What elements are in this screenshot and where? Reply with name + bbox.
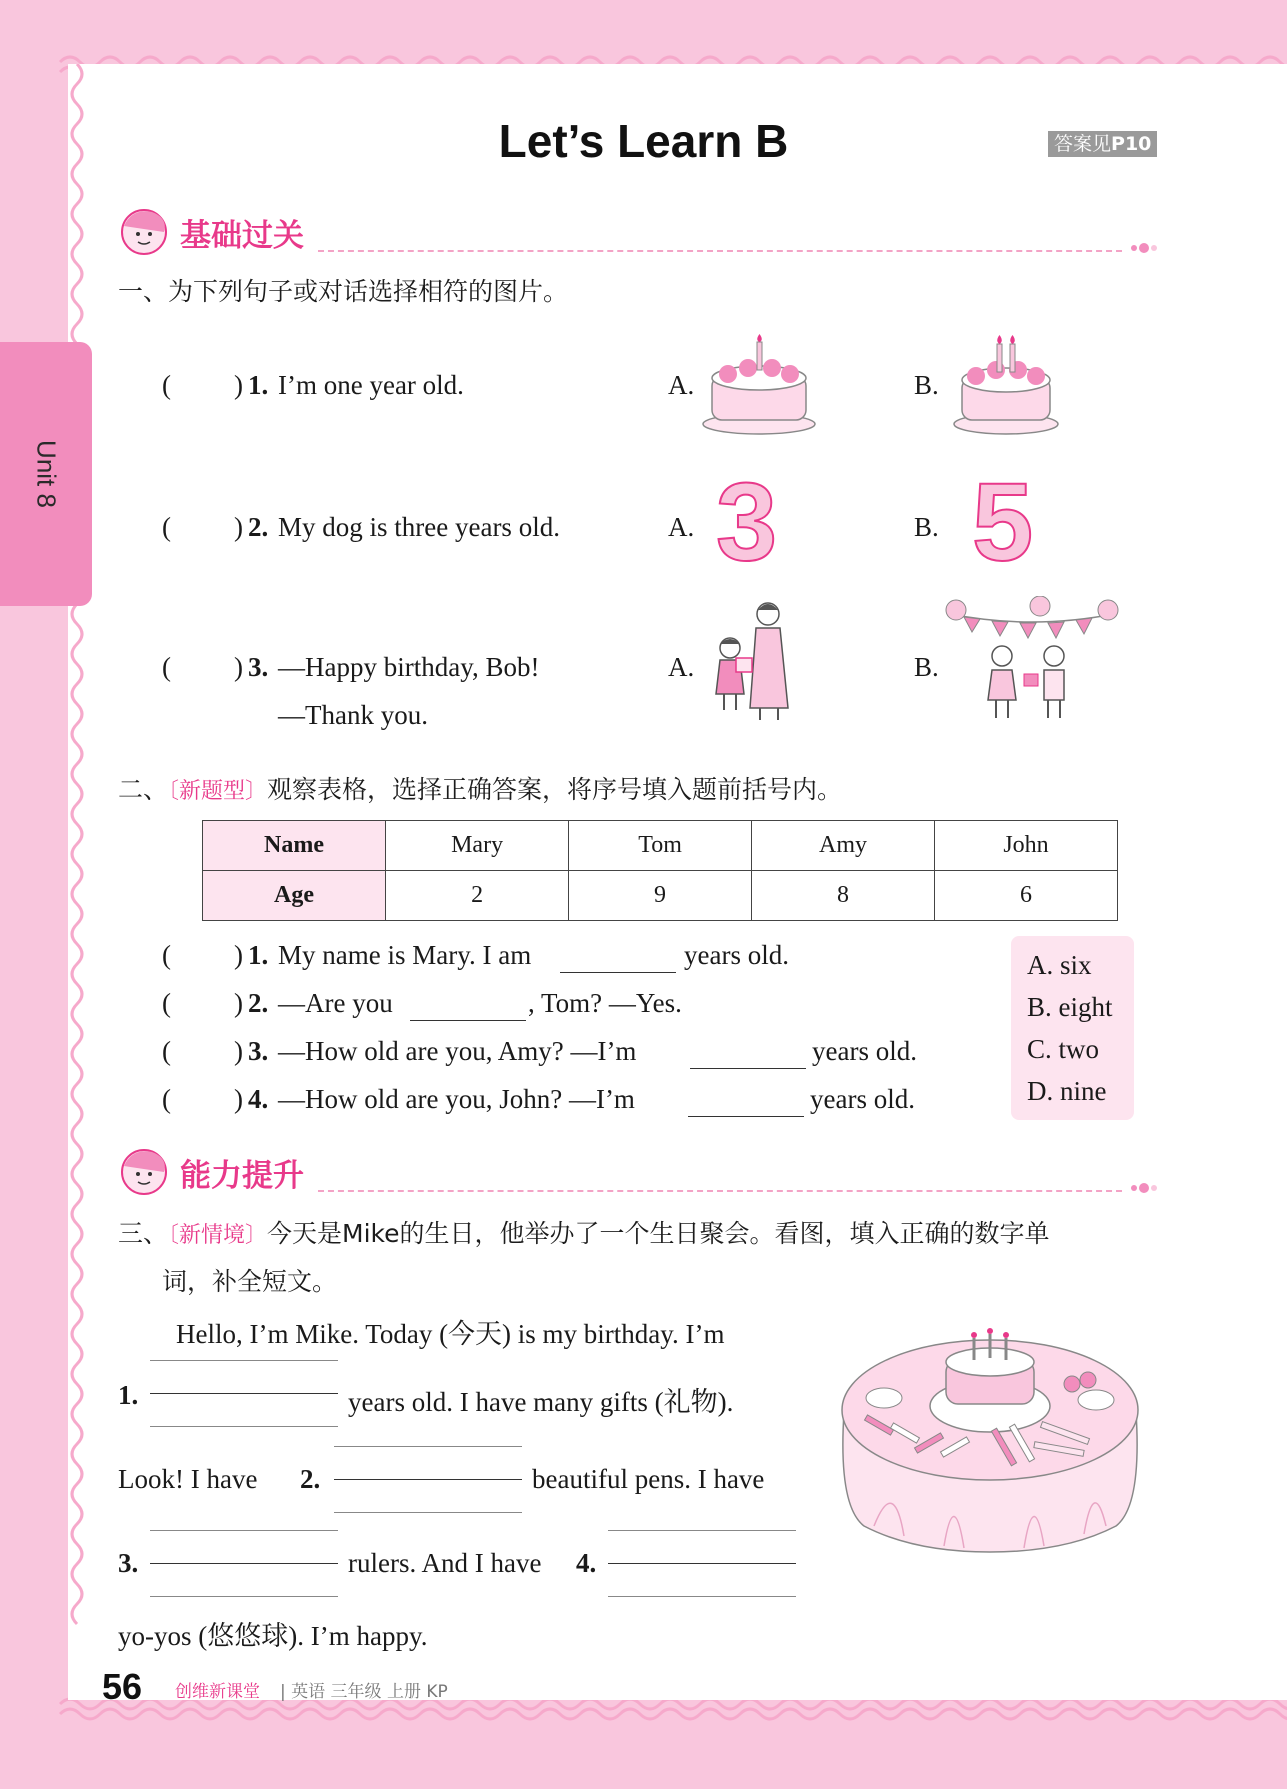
footer-brand: 创维新课堂 bbox=[175, 1682, 260, 1702]
dashed-divider bbox=[318, 250, 1122, 252]
new-question-type-tag: 〔新题型〕 bbox=[168, 779, 268, 804]
question-2-number: 2. bbox=[248, 512, 269, 542]
question-2-text: My dog is three years old. bbox=[278, 512, 560, 542]
question-text-before: —How old are you, John? —I’m bbox=[278, 1084, 635, 1114]
passage-line-3a: Look! I have bbox=[118, 1464, 258, 1494]
question-number: 4. bbox=[248, 1084, 269, 1114]
answer-choices-box bbox=[1011, 936, 1134, 1120]
choice-item: B. eight bbox=[1027, 992, 1113, 1022]
dots-icon bbox=[1128, 1180, 1158, 1196]
answer-paren-close: ) bbox=[234, 652, 243, 682]
section-label: 基础过关 bbox=[180, 218, 304, 254]
blank-number-4: 4. bbox=[576, 1548, 597, 1578]
fill-blank[interactable] bbox=[688, 1092, 804, 1117]
answer-paren-close: ) bbox=[234, 370, 243, 400]
table-cell: John bbox=[935, 821, 1118, 871]
section-label: 能力提升 bbox=[180, 1158, 304, 1194]
birthday-party-table-icon bbox=[834, 1326, 1146, 1556]
writing-lines-4[interactable] bbox=[608, 1528, 796, 1598]
blank-number-1: 1. bbox=[118, 1380, 139, 1410]
table-cell: Amy bbox=[752, 821, 935, 871]
answer-paren-close: ) bbox=[234, 512, 243, 542]
choice-item: A. six bbox=[1027, 950, 1092, 980]
instruction-part1: 一、为下列句子或对话选择相符的图片。 bbox=[118, 277, 569, 306]
answer-paren-open: ( bbox=[162, 370, 171, 400]
question-text-before: —Are you bbox=[278, 988, 393, 1018]
instruction-part3 bbox=[118, 1214, 1050, 1250]
question-text-after: , Tom? —Yes. bbox=[528, 988, 682, 1018]
option-a-label: A. bbox=[668, 652, 695, 682]
instruction-part2 bbox=[118, 770, 842, 806]
writing-lines-1[interactable] bbox=[150, 1358, 338, 1428]
instruction-part3-cont: 词，补全短文。 bbox=[162, 1267, 338, 1296]
table-cell: 9 bbox=[569, 871, 752, 921]
table-cell: 2 bbox=[386, 871, 569, 921]
unit-tab bbox=[0, 342, 92, 606]
section-heading-advanced bbox=[118, 1144, 1158, 1196]
table-cell: Mary bbox=[386, 821, 569, 871]
new-context-tag: 〔新情境〕 bbox=[168, 1223, 268, 1248]
answer-ref-page: P10 bbox=[1111, 133, 1152, 155]
section-heading-basic bbox=[118, 204, 1158, 256]
answer-ref-prefix: 答案见 bbox=[1054, 133, 1112, 155]
question-text-after: years old. bbox=[810, 1084, 915, 1114]
girl-giving-gift-to-mother-icon bbox=[706, 598, 798, 722]
option-a-label: A. bbox=[668, 512, 695, 542]
question-1-number: 1. bbox=[248, 370, 269, 400]
party-children-with-bunting-icon bbox=[944, 596, 1120, 724]
writing-lines-3[interactable] bbox=[150, 1528, 338, 1598]
table-cell: 6 bbox=[935, 871, 1118, 921]
passage-line-5: yo-yos (悠悠球). I’m happy. bbox=[118, 1621, 428, 1651]
instruction-text: 今天是Mike的生日，他举办了一个生日聚会。看图，填入正确的数字单 bbox=[267, 1219, 1050, 1248]
question-text-before: My name is Mary. I am bbox=[278, 940, 532, 970]
fill-blank[interactable] bbox=[560, 948, 676, 973]
option-b-label: B. bbox=[914, 370, 939, 400]
choice-item: D. nine bbox=[1027, 1076, 1107, 1106]
fill-blank[interactable] bbox=[690, 1044, 806, 1069]
answer-paren-open: ( bbox=[162, 512, 171, 542]
blank-number-3: 3. bbox=[118, 1548, 139, 1578]
passage-line-4: rulers. And I have bbox=[348, 1548, 542, 1578]
answer-reference-badge bbox=[1048, 131, 1157, 157]
answer-paren-open: ( bbox=[162, 652, 171, 682]
footer-meta: | 英语 三年级 上册 KP bbox=[280, 1682, 448, 1702]
cake-one-candle-icon bbox=[700, 332, 818, 436]
dots-icon bbox=[1128, 240, 1158, 256]
page-number: 56 bbox=[102, 1666, 143, 1707]
question-3-text: —Happy birthday, Bob! bbox=[278, 652, 540, 682]
mascot-face-icon bbox=[118, 204, 174, 256]
instruction-text: 观察表格，选择正确答案，将序号填入题前括号内。 bbox=[267, 775, 843, 804]
fill-blank[interactable] bbox=[410, 996, 526, 1021]
choice-item: C. two bbox=[1027, 1034, 1100, 1064]
mascot-face-icon bbox=[118, 1144, 174, 1196]
digit-five-figure: 5 bbox=[972, 461, 1034, 584]
option-b-label: B. bbox=[914, 512, 939, 542]
instruction-prefix: 三、 bbox=[118, 1219, 169, 1248]
question-number: 3. bbox=[248, 1036, 269, 1066]
option-a-label: A. bbox=[668, 370, 695, 400]
blank-number-2: 2. bbox=[300, 1464, 321, 1494]
decorative-side-border bbox=[62, 64, 92, 1704]
digit-card-b bbox=[972, 461, 1052, 584]
passage-line-3b: beautiful pens. I have bbox=[532, 1464, 765, 1494]
age-table bbox=[202, 820, 1118, 921]
table-row bbox=[203, 821, 1118, 871]
question-3-reply: —Thank you. bbox=[278, 700, 428, 730]
digit-card-a bbox=[716, 461, 796, 584]
question-1-text: I’m one year old. bbox=[278, 370, 464, 400]
digit-three-figure: 3 bbox=[716, 461, 778, 584]
table-row-label: Age bbox=[203, 871, 386, 921]
option-b-label: B. bbox=[914, 652, 939, 682]
question-text-after: years old. bbox=[684, 940, 789, 970]
instruction-prefix: 二、 bbox=[118, 775, 169, 804]
question-number: 1. bbox=[248, 940, 269, 970]
unit-tab-label: Unit 8 bbox=[31, 440, 62, 508]
table-row-label: Name bbox=[203, 821, 386, 871]
table-cell: 8 bbox=[752, 871, 935, 921]
passage-line-2: years old. I have many gifts (礼物). bbox=[348, 1387, 734, 1417]
cake-two-candles-icon bbox=[952, 332, 1060, 436]
page-title: Let’s Learn B bbox=[498, 115, 789, 167]
question-text-after: years old. bbox=[812, 1036, 917, 1066]
question-number: 2. bbox=[248, 988, 269, 1018]
question-3-number: 3. bbox=[248, 652, 269, 682]
dashed-divider bbox=[318, 1190, 1122, 1192]
table-cell: Tom bbox=[569, 821, 752, 871]
passage-line-1: Hello, I’m Mike. Today (今天) is my birthday. I’m bbox=[176, 1319, 725, 1349]
question-text-before: —How old are you, Amy? —I’m bbox=[278, 1036, 637, 1066]
table-row bbox=[203, 871, 1118, 921]
writing-lines-2[interactable] bbox=[334, 1444, 522, 1514]
